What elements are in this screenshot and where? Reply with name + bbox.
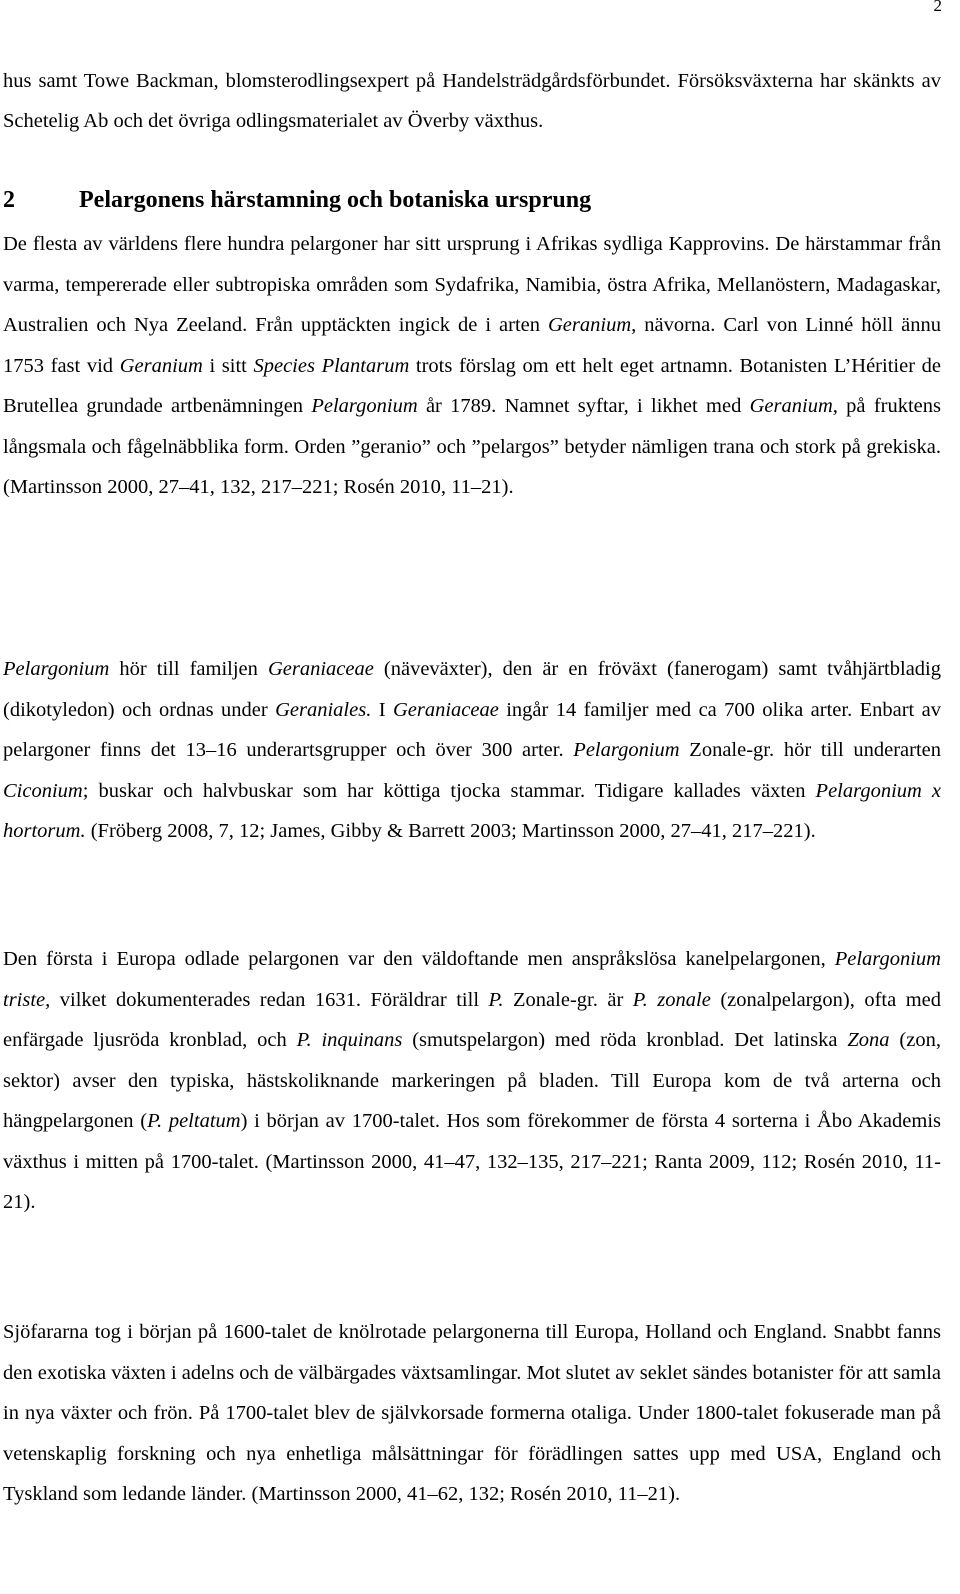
page-number: 2 — [933, 0, 942, 15]
italic-term: P. inquinans — [296, 1029, 403, 1051]
intro-paragraph — [3, 61, 941, 141]
text-run: vilket dokumenterades redan 1631. Föräldrar till — [50, 988, 489, 1011]
italic-term: Geranium — [119, 354, 203, 377]
text-run: Den första i Europa odlade pelargonen var den väldoftande men anspråkslösa kanelpelargonen, — [3, 948, 835, 970]
paragraph-text — [3, 649, 941, 852]
italic-term: Pelargonium x hortorum. — [3, 779, 941, 842]
section-title: Pelargonens härstamning och botaniska ursprung — [79, 187, 592, 213]
italic-term: P. zonale — [632, 988, 711, 1011]
section-number: 2 — [3, 187, 15, 213]
paragraph-text — [3, 939, 941, 1223]
paragraph-europe — [3, 939, 941, 1223]
italic-term: Geranium, — [548, 314, 637, 336]
paragraph-seafarers — [3, 1312, 941, 1515]
italic-term: Species Plantarum — [253, 354, 410, 377]
italic-term: P. — [488, 988, 504, 1011]
text-run: (näveväxter), den är en fröväxt (fanerogam) samt tvåhjärtbladig (dikotyledon) och ordnas under — [3, 658, 941, 721]
paragraph-text: Sjöfararna tog i början på 1600-talet de knölrotade pelargonerna till Europa, Holland och England. Snabbt fanns den exotiska växten i adelns och de välbärgades växtsamlingar. Mot slutet av seklet sändes botanister för att samla in nya växter och frön. På 1700-talet blev de självkorsade formerna otaliga. Under 1800-talet fokuserade man på vetenskaplig forskning och nya enhetliga målsättningar för förädlingen sattes upp med USA, England och Tyskland som ledande länder. (Martinsson 2000, 41–62, 132; Rosén 2010, 11–21). — [3, 1321, 941, 1505]
text-run: Zonale-gr. hör till underarten — [679, 739, 941, 761]
italic-term: P. peltatum — [147, 1110, 241, 1132]
italic-term: Geraniales. — [275, 698, 372, 721]
text-run: år 1789. Namnet syftar, i likhet med — [417, 395, 750, 417]
text-run: Zonale-gr. är — [503, 988, 633, 1011]
italic-term: Geranium, — [749, 395, 838, 417]
text-run: ; buskar och halvbuskar som har köttiga tjocka stammar. Tidigare kallades växten — [82, 779, 816, 802]
italic-term: Geraniaceae — [267, 658, 374, 680]
italic-term: Zona — [847, 1029, 890, 1051]
text-run: nävorna. Carl von Linné höll ännu 1753 fast vid — [3, 314, 941, 377]
text-run: (zon, sektor) avser den typiska, hästskoliknande markeringen på bladen. Till Europa kom de två arterna och hängpelargonen ( — [3, 1029, 941, 1132]
intro-text: hus samt Towe Backman, blomsterodlingsexpert på Handelsträdgårdsförbundet. Försöksväxterna har skänkts av Schetelig Ab och det övriga odlingsmaterialet av Överby växthus. — [3, 70, 941, 132]
italic-term: Pelargonium — [573, 739, 680, 761]
text-run: på fruktens långsmala och fågelnäbblika form. Orden ”geranio” och ”pelargos” betyder nämligen trana och stork på grekiska. (Martinsson 2000, 27–41, 132, 217–221; Rosén 2010, 11–21). — [3, 395, 942, 498]
italic-term: Pelargonium — [3, 658, 110, 680]
italic-term: Ciconium — [3, 779, 83, 802]
section-heading — [3, 180, 591, 220]
paragraph-origin — [3, 224, 941, 508]
text-run: trots förslag om ett helt eget artnamn. Botanisten L’Héritier de Brutellea grundade artbenämningen — [3, 354, 941, 417]
italic-term: Pelargonium — [311, 395, 418, 417]
italic-term: Pelargonium triste, — [3, 948, 941, 1011]
paragraph-text — [3, 224, 941, 508]
italic-term: Geraniaceae — [392, 698, 499, 721]
text-run: De flesta av världens flere hundra pelargoner har sitt ursprung i Afrikas sydliga Kapprovins. De härstammar från varma, tempererade eller subtropiska områden som Sydafrika, Namibia, östra Afrika, Mellanöstern, Madagaskar, Australien och Nya Zeeland. Från upptäckten ingick de i arten — [3, 233, 941, 336]
text-run: (Fröberg 2008, 7, 12; James, Gibby & Barrett 2003; Martinsson 2000, 27–41, 217–221). — [85, 820, 816, 842]
text-run: ingår 14 familjer med ca 700 olika arter. Enbart av pelargoner finns det 13–16 underartsgrupper och över 300 arter. — [3, 698, 941, 761]
text-run: ) i början av 1700-talet. Hos som förekommer de första 4 sorterna i Åbo Akademis växthus i mitten på 1700-talet. (Martinsson 2000, 41–47, 132–135, 217–221; Ranta 2009, 112; Rosén 2010, 11-21). — [3, 1110, 942, 1213]
text-run: I — [371, 698, 393, 721]
text-run: (zonalpelargon), ofta med enfärgade ljusröda kronblad, och — [3, 988, 941, 1051]
paragraph-taxonomy — [3, 649, 941, 852]
text-run: hör till familjen — [109, 658, 268, 680]
text-run: (smutspelargon) med röda kronblad. Det latinska — [402, 1029, 848, 1051]
text-run: i sitt — [202, 354, 254, 377]
